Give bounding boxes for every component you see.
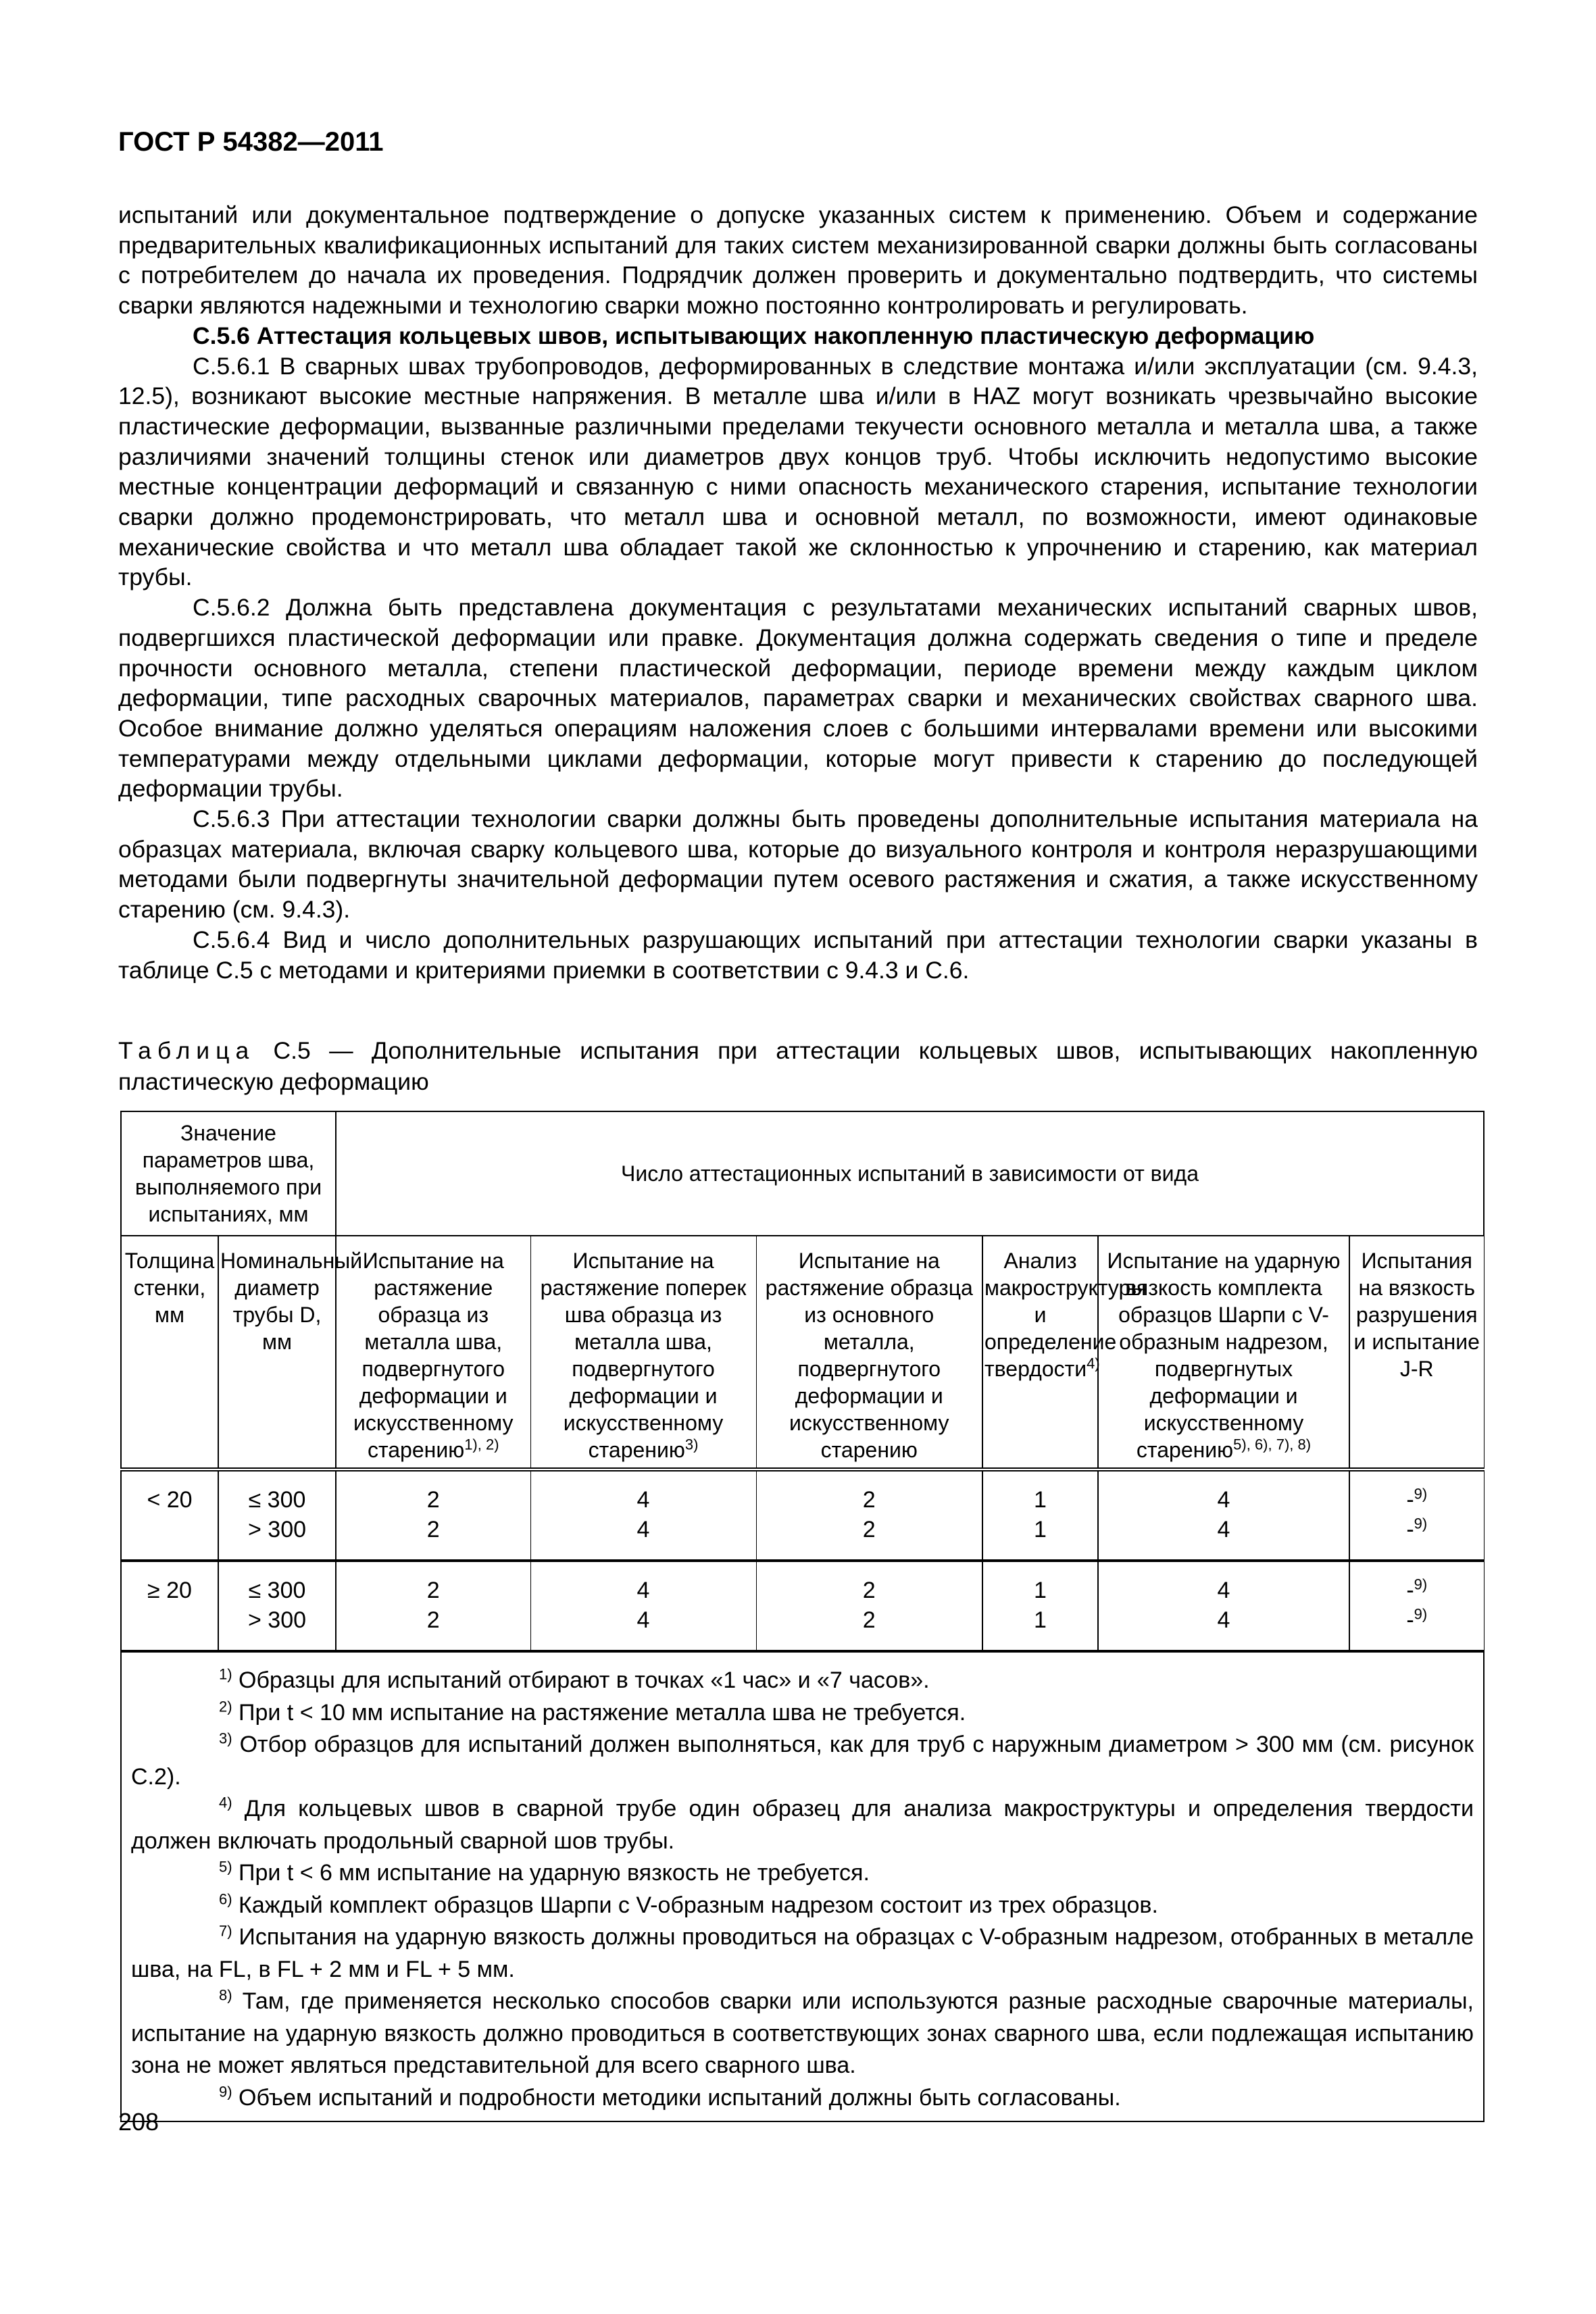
table-cell bbox=[1098, 1561, 1349, 1651]
column-header bbox=[336, 1236, 530, 1469]
cell-value bbox=[220, 1485, 334, 1515]
footnote-number: 1) bbox=[219, 1665, 232, 1683]
footnote bbox=[131, 2082, 1474, 2115]
cell-value bbox=[1100, 1515, 1347, 1544]
column-header bbox=[1349, 1236, 1484, 1469]
table-row bbox=[121, 1469, 1484, 1561]
caption-label: Таблица bbox=[118, 1037, 255, 1064]
table-cell bbox=[1349, 1469, 1484, 1561]
column-header-label: Испытание на ударную вязкость комплекта образцов Шарпи с V-образным надрезом, подвергнутых деформации и искусственному старению bbox=[1107, 1249, 1341, 1462]
cell-value-text: 4 bbox=[637, 1607, 650, 1633]
column-header-label: Испытание на растяжение образца из металла шва, подвергнутого деформации и искусственному старению bbox=[353, 1249, 514, 1462]
paragraph-c562: С.5.6.2 Должна быть представлена документация с результатами механических испытаний сварных швов, подвергшихся пластической деформации или правке. Документация должна содержать сведения о типе и пределе прочности основного металла, степени пластической деформации, периоде времени между каждым циклом деформации, типе расходных сварочных материалов, параметрах сварки и механических свойствах сварного шва. Особое внимание должно уделяться операциям наложения слоев с большими интервалами времени или высокими температурами между отдельными циклами деформации, которые могут привести к старению до последующей деформации трубы. bbox=[118, 594, 1478, 803]
body-text bbox=[118, 200, 1478, 985]
footnote bbox=[131, 1857, 1474, 1890]
footnote-number: 5) bbox=[219, 1858, 232, 1876]
column-header bbox=[530, 1236, 756, 1469]
cell-value bbox=[338, 1576, 529, 1605]
table-cell bbox=[336, 1469, 530, 1561]
column-header bbox=[1098, 1236, 1349, 1469]
cell-value bbox=[1351, 1485, 1482, 1515]
cell-value bbox=[1351, 1515, 1482, 1544]
cell-value-text: 4 bbox=[637, 1487, 650, 1513]
cell-value bbox=[1100, 1485, 1347, 1515]
column-header-label: Толщина стенки, мм bbox=[124, 1249, 215, 1327]
cell-value-text: 4 bbox=[637, 1578, 650, 1603]
table-cell bbox=[218, 1561, 336, 1651]
header-tests: Число аттестационных испытаний в зависимости от вида bbox=[336, 1111, 1484, 1236]
column-header-label: Номинальный диаметр трубы D, мм bbox=[220, 1249, 363, 1354]
cell-value-text: 2 bbox=[862, 1607, 876, 1633]
footnote-ref: 9) bbox=[1414, 1485, 1428, 1503]
cell-value bbox=[758, 1485, 981, 1515]
cell-value bbox=[758, 1605, 981, 1635]
cell-value-text: 2 bbox=[426, 1578, 440, 1603]
footnote-number: 9) bbox=[219, 2083, 232, 2101]
footnote bbox=[131, 1986, 1474, 2082]
cell-value-text: 1 bbox=[1034, 1517, 1047, 1542]
paragraph-c561: С.5.6.1 В сварных швах трубопроводов, деформированных в следствие монтажа и/или эксплуатации (см. 9.4.3, 12.5), возникают высокие местные напряжения. В металле шва и/или в HAZ могут возникать чрезвычайно высокие пластические деформации, вызванные различными пределами текучести основного металла и металла шва, а также различиями значений толщины стенок или диаметров двух концов труб. Чтобы исключить недопустимо высокие местные концентрации деформаций и связанную с ними опасность механического старения, испытание технологии сварки должно продемонстрировать, что металл шва и основной металл, по возможности, имеют одинаковые механические свойства и что металл шва обладает такой же склонностью к упрочнению и старению, как материал трубы. bbox=[118, 352, 1478, 591]
cell-value bbox=[220, 1515, 334, 1544]
cell-value-text: 2 bbox=[862, 1487, 876, 1513]
table-cell bbox=[1098, 1469, 1349, 1561]
cell-value-text: - bbox=[1406, 1487, 1414, 1513]
table-cell bbox=[336, 1561, 530, 1651]
table-cell bbox=[530, 1469, 756, 1561]
footnote-ref: 9) bbox=[1414, 1605, 1428, 1623]
cell-value-text: 2 bbox=[426, 1487, 440, 1513]
footnote-text: Для кольцевых швов в сварной трубе один образец для анализа макроструктуры и определения твердости должен включать продольный сварной шов трубы. bbox=[131, 1796, 1474, 1854]
cell-value bbox=[220, 1605, 334, 1635]
cell-value bbox=[338, 1485, 529, 1515]
cell-value bbox=[1351, 1576, 1482, 1605]
cell-value-text: - bbox=[1406, 1578, 1414, 1603]
cell-value-text: > 300 bbox=[247, 1517, 307, 1542]
table-cell bbox=[756, 1561, 982, 1651]
cell-value-text: > 300 bbox=[247, 1607, 307, 1633]
cell-value-text: 4 bbox=[637, 1517, 650, 1542]
cell-value bbox=[984, 1605, 1096, 1635]
caption-text: С.5 — Дополнительные испытания при аттестации кольцевых швов, испытывающих накопленную пластическую деформацию bbox=[118, 1037, 1478, 1095]
cell-value-text: 4 bbox=[1217, 1517, 1230, 1542]
cell-value-text: 2 bbox=[426, 1607, 440, 1633]
footnote-text: Каждый комплект образцов Шарпи с V-образным надрезом состоит из трех образцов. bbox=[239, 1892, 1158, 1918]
column-header-label: Испытания на вязкость разрушения и испытание J-R bbox=[1353, 1249, 1480, 1381]
cell-value-text: 1 bbox=[1034, 1487, 1047, 1513]
table-caption bbox=[118, 1035, 1478, 1097]
cell-value bbox=[532, 1576, 755, 1605]
footnote-ref: 9) bbox=[1414, 1515, 1428, 1532]
cell-value bbox=[758, 1576, 981, 1605]
footnote bbox=[131, 1890, 1474, 1922]
paragraph: испытаний или документальное подтверждение о допуске указанных систем к применению. Объем и содержание предварительных квалификационных испытаний для таких систем механизированной сварки должны быть согласованы с потребителем до начала их проведения. Подрядчик должен проверить и документально подтвердить, что системы сварки являются надежными и технологию сварки можно постоянно контролировать и регулировать. bbox=[118, 201, 1478, 320]
footnote-number: 4) bbox=[219, 1794, 232, 1811]
cell-value bbox=[758, 1515, 981, 1544]
table-cell bbox=[982, 1561, 1098, 1651]
cell-value-text: 4 bbox=[1217, 1578, 1230, 1603]
footnote-text: Объем испытаний и подробности методики испытаний должны быть согласованы. bbox=[239, 2084, 1121, 2111]
cell-value bbox=[984, 1515, 1096, 1544]
cell-value-text: 1 bbox=[1034, 1607, 1047, 1633]
paragraph-c563: С.5.6.3 При аттестации технологии сварки должны быть проведены дополнительные испытания материала на образцах материала, включая сварку кольцевого шва, которые до визуального контроля и контроля неразрушающими методами были подвергнуты значительной деформации путем осевого растяжения и сжатия, а также искусственному старению (см. 9.4.3). bbox=[118, 805, 1478, 924]
footnote bbox=[131, 1729, 1474, 1793]
footnote-text: При t < 6 мм испытание на ударную вязкость не требуется. bbox=[239, 1860, 870, 1886]
footnote-ref: 9) bbox=[1414, 1576, 1428, 1593]
footnote-text: Образцы для испытаний отбирают в точках «1 час» и «7 часов». bbox=[239, 1667, 930, 1693]
cell-value-text: 2 bbox=[862, 1517, 876, 1542]
table-c5 bbox=[120, 1111, 1485, 2122]
footnote-ref: 4) bbox=[1087, 1355, 1100, 1372]
cell-value bbox=[1100, 1576, 1347, 1605]
table-footnotes bbox=[121, 1651, 1484, 2121]
cell-value bbox=[532, 1605, 755, 1635]
table-cell bbox=[121, 1561, 218, 1651]
table-cell bbox=[218, 1469, 336, 1561]
footnote-text: Отбор образцов для испытаний должен выполняться, как для труб с наружным диаметром > 300 мм (см. рисунок С.2). bbox=[131, 1732, 1474, 1790]
table-cell bbox=[1349, 1561, 1484, 1651]
cell-value-text: ≤ 300 bbox=[248, 1487, 306, 1513]
cell-value bbox=[1100, 1605, 1347, 1635]
footnote-number: 3) bbox=[219, 1730, 232, 1747]
footnote bbox=[131, 1697, 1474, 1730]
footnote-number: 6) bbox=[219, 1890, 232, 1908]
cell-value bbox=[984, 1485, 1096, 1515]
column-header bbox=[982, 1236, 1147, 1469]
footnote bbox=[131, 1665, 1474, 1697]
cell-value-text: ≥ 20 bbox=[147, 1578, 192, 1603]
footnote-ref: 1), 2) bbox=[464, 1436, 499, 1453]
cell-value bbox=[220, 1576, 334, 1605]
footnote-number: 8) bbox=[219, 1986, 232, 2004]
table-cell bbox=[121, 1469, 218, 1561]
document-header: ГОСТ Р 54382—2011 bbox=[118, 127, 384, 157]
footnote-number: 7) bbox=[219, 1922, 232, 1940]
cell-value-text: < 20 bbox=[147, 1487, 193, 1513]
column-header-label: Испытание на растяжение поперек шва образца из металла шва, подвергнутого деформации и искусственному старению bbox=[540, 1249, 747, 1462]
table-cell bbox=[982, 1469, 1098, 1561]
footnote bbox=[131, 1793, 1474, 1857]
cell-value-text: - bbox=[1406, 1517, 1414, 1542]
column-header-label: Анализ макроструктуры и определение твердости bbox=[984, 1249, 1147, 1381]
cell-value-text: 4 bbox=[1217, 1487, 1230, 1513]
footnote-ref: 3) bbox=[684, 1436, 699, 1453]
column-header bbox=[218, 1236, 363, 1469]
footnote-text: Там, где применяется несколько способов сварки или используются разные расходные сварочные материалы, испытание на ударную вязкость должно проводиться в соответствующих зонах сварного шва, если подлежащая испытанию зона не может являться представительной для всего сварного шва. bbox=[131, 1988, 1474, 2078]
paragraph-c564: С.5.6.4 Вид и число дополнительных разрушающих испытаний при аттестации технологии сварки указаны в таблице С.5 с методами и критериями приемки в соответствии с 9.4.3 и С.6. bbox=[118, 926, 1478, 984]
cell-value bbox=[532, 1485, 755, 1515]
footnote bbox=[131, 1921, 1474, 1986]
column-header bbox=[756, 1236, 982, 1469]
column-header bbox=[121, 1236, 218, 1469]
table-cell bbox=[530, 1561, 756, 1651]
footnote-text: Испытания на ударную вязкость должны проводиться на образцах с V-образным надрезом, отобранных в металле шва, на FL, в FL + 2 мм и FL + 5 мм. bbox=[131, 1924, 1474, 1982]
page-number: 208 bbox=[118, 2108, 159, 2136]
footnote-text: При t < 10 мм испытание на растяжение металла шва не требуется. bbox=[239, 1699, 966, 1726]
cell-value-text: 2 bbox=[862, 1578, 876, 1603]
footnote-number: 2) bbox=[219, 1698, 232, 1715]
table-row bbox=[121, 1561, 1484, 1651]
cell-value-text: 4 bbox=[1217, 1607, 1230, 1633]
cell-value bbox=[532, 1515, 755, 1544]
cell-value bbox=[1351, 1605, 1482, 1635]
cell-value bbox=[338, 1605, 529, 1635]
cell-value-text: ≤ 300 bbox=[248, 1578, 306, 1603]
section-heading: С.5.6 Аттестация кольцевых швов, испытывающих накопленную пластическую деформацию bbox=[193, 322, 1315, 349]
cell-value bbox=[984, 1576, 1096, 1605]
cell-value bbox=[338, 1515, 529, 1544]
table-cell bbox=[756, 1469, 982, 1561]
footnote-ref: 5), 6), 7), 8) bbox=[1233, 1436, 1312, 1453]
cell-value-text: 2 bbox=[426, 1517, 440, 1542]
column-header-label: Испытание на растяжение образца из основного металла, подвергнутого деформации и искусственному старению bbox=[765, 1249, 973, 1462]
cell-value-text: 1 bbox=[1034, 1578, 1047, 1603]
cell-value-text: - bbox=[1406, 1607, 1414, 1633]
header-params: Значение параметров шва, выполняемого при испытаниях, мм bbox=[121, 1111, 336, 1236]
